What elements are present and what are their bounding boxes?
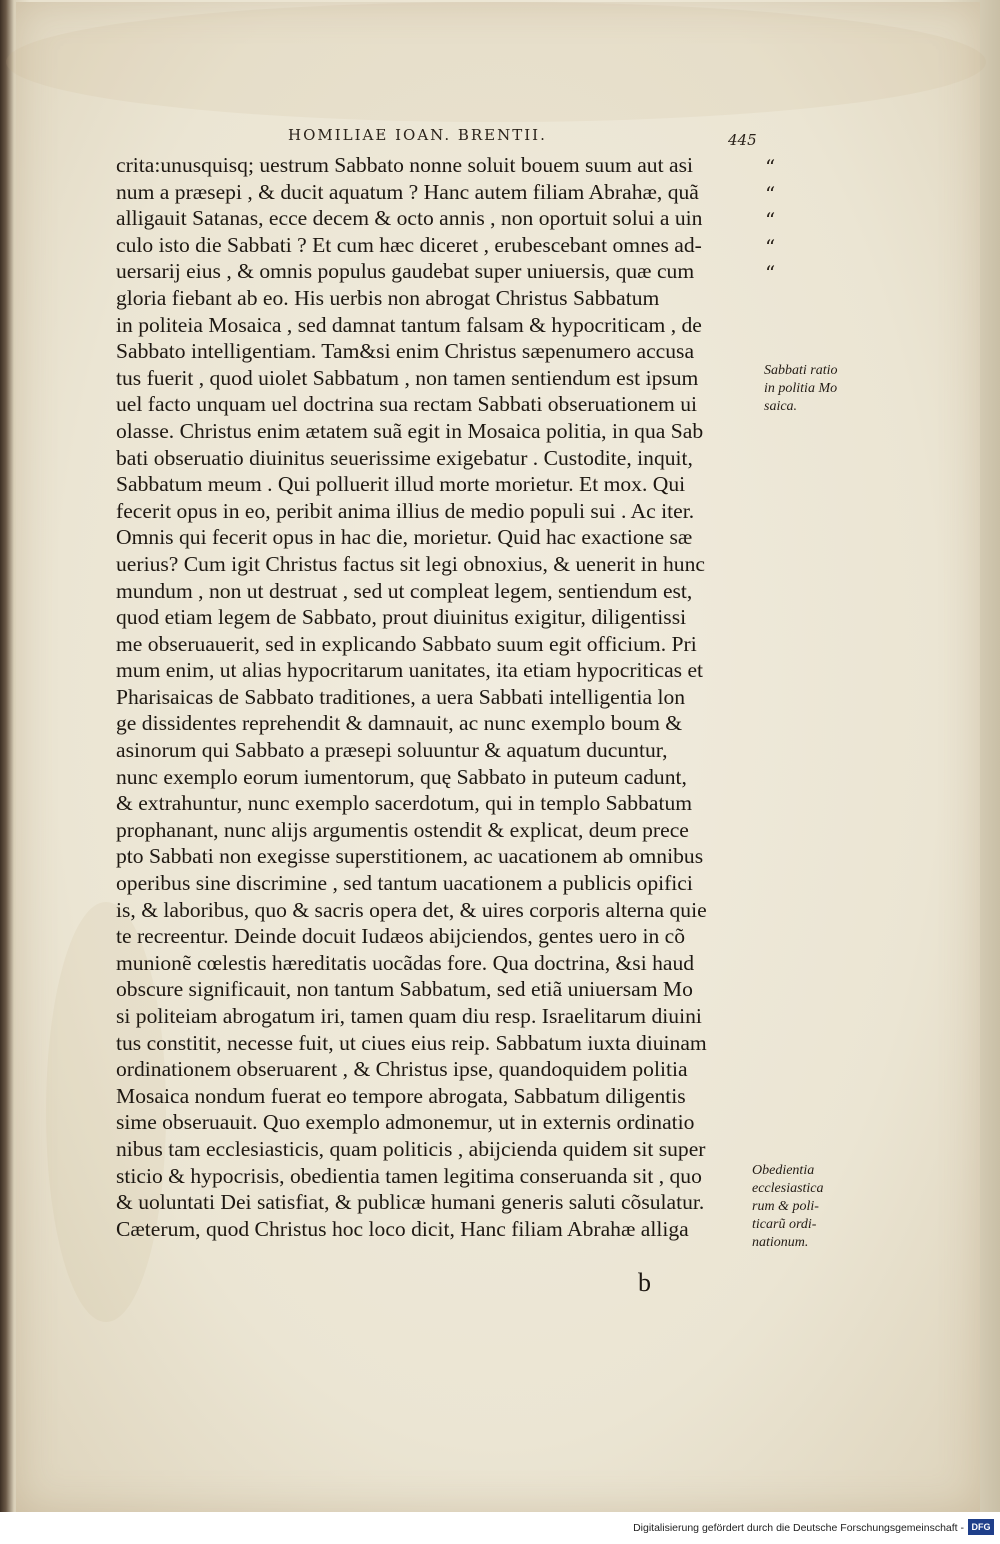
text-line: uerius? Cum igit Christus factus sit legi obnoxius, & uenerit in hunc <box>116 551 705 576</box>
quotation-marks-column <box>765 154 795 287</box>
marginal-note-line: nationum. <box>752 1235 809 1250</box>
text-line: si politeiam abrogatum iri, tamen quam diu resp. Israelitarum diuini <box>116 1004 702 1028</box>
text-line: sticio & hypocrisis, obedientia tamen legitima conseruanda sit , quo <box>116 1163 702 1188</box>
text-line: ge dissidentes reprehendit & damnauit, ac nunc exemplo boum & <box>116 711 683 736</box>
running-head: HOMILIAE IOAN. BRENTII. <box>288 126 547 144</box>
text-line: Omnis qui fecerit opus in hac die, morietur. Quid hac exactione sæ <box>116 525 693 550</box>
text-line: tus fuerit , quod uiolet Sabbatum , non tamen sentiendum est ipsum <box>116 365 699 390</box>
quotation-mark: “ <box>765 261 776 286</box>
quotation-mark: “ <box>765 181 776 206</box>
funding-credit: Digitalisierung gefördert durch die Deutsche Forschungsgemeinschaft - <box>633 1522 964 1534</box>
text-line: me obseruauerit, sed in explicando Sabbato suum egit officium. Pri <box>116 631 697 656</box>
text-line: pto Sabbati non exegisse superstitionem, ac uacationem ab omnibus <box>116 844 704 869</box>
text-line: nibus tam ecclesiasticis, quam politicis , abijcienda quidem sit super <box>116 1136 706 1161</box>
text-line: Sabbato intelligentiam. Tam&si enim Christus sæpenumero accusa <box>116 339 695 364</box>
dfg-logo: DFG <box>968 1519 994 1535</box>
text-line: olasse. Christus enim ætatem suã egit in Mosaica politia, in qua Sab <box>116 418 704 443</box>
signature-mark: b <box>638 1268 651 1297</box>
quotation-mark: “ <box>765 155 776 179</box>
text-line: te recreentur. Deinde docuit Iudæos abijciendos, gentes uero in cõ <box>116 924 686 949</box>
marginal-note-line: Obedientia <box>752 1163 815 1178</box>
water-stain <box>6 2 986 122</box>
quotation-mark: “ <box>765 208 776 233</box>
text-line: crita:unusquisq; uestrum Sabbato nonne soluit bouem suum aut asi <box>116 153 693 177</box>
text-line: is, & laboribus, quo & sacris opera det, & uires corporis alterna quie <box>116 897 707 922</box>
text-line: Pharisaicas de Sabbato traditiones, a uera Sabbati intelligentia lon <box>116 684 686 709</box>
text-line: sime obseruauit. Quo exemplo admonemur, ut in externis ordinatio <box>116 1110 695 1135</box>
text-line: munionẽ cœlestis hæreditatis uocãdas fore. Qua doctrina, &si haud <box>116 950 695 975</box>
marginal-note-sabbath <box>764 362 864 416</box>
marginal-note-obedience <box>752 1162 852 1252</box>
text-line: Mosaica nondum fuerat eo tempore abrogata, Sabbatum diligentis <box>116 1083 686 1108</box>
text-line: tus constitit, necesse fuit, ut ciues eius reip. Sabbatum iuxta diuinam <box>116 1030 707 1055</box>
text-line: & extrahuntur, nunc exemplo sacerdotum, qui in templo Sabbatum <box>116 791 693 816</box>
main-text-block <box>116 152 756 1242</box>
text-line: & uoluntati Dei satisfiat, & publicæ humani generis saluti cõsulatur. <box>116 1190 705 1215</box>
marginal-note-line: ticarũ ordi- <box>752 1217 817 1232</box>
text-line: nunc exemplo eorum iumentorum, quę Sabbato in puteum cadunt, <box>116 764 687 789</box>
text-line: gloria fiebant ab eo. His uerbis non abrogat Christus Sabbatum <box>116 285 660 310</box>
text-line: in politeia Mosaica , sed damnat tantum falsam & hypocriticam , de <box>116 312 702 337</box>
text-line: alligauit Satanas, ecce decem & octo annis , non oportuit solui a uin <box>116 206 703 231</box>
folio-number: 445 <box>728 131 757 149</box>
text-line: operibus sine discrimine , sed tantum uacationem a publicis opifici <box>116 871 693 896</box>
text-line: prophanant, nunc alijs argumentis ostendit & explicat, deum prece <box>116 817 689 842</box>
text-line: bati obseruatio diuinitus seuerissime exigebatur . Custodite, inquit, <box>116 445 693 470</box>
text-line: culo isto die Sabbati ? Et cum hæc diceret , erubescebant omnes ad- <box>116 232 702 257</box>
text-line: obscure significauit, non tantum Sabbatum, sed etiã uniuersam Mo <box>116 977 693 1002</box>
marginal-note-line: Sabbati ratio <box>764 363 838 378</box>
text-line: asinorum qui Sabbato a præsepi soluuntur & aquatum ducuntur, <box>116 738 668 763</box>
text-line: uersarij eius , & omnis populus gaudebat super uniuersis, quæ cum <box>116 259 695 284</box>
quotation-mark: “ <box>765 234 776 259</box>
text-line: Cæterum, quod Christus hoc loco dicit, Hanc filiam Abrahæ alliga <box>116 1216 689 1241</box>
text-line: uel facto unquam uel doctrina sua rectam Sabbati obseruationem ui <box>116 392 698 417</box>
text-line: ordinationem obseruarent , & Christus ipse, quandoquidem politia <box>116 1057 688 1082</box>
marginal-note-line: saica. <box>764 399 798 414</box>
marginal-note-line: rum & poli- <box>752 1199 819 1214</box>
text-line: mum enim, ut alias hypocritarum uanitates, ita etiam hypocriticas et <box>116 658 704 683</box>
text-line: num a præsepi , & ducit aquatum ? Hanc autem filiam Abrahæ, quã <box>116 179 699 204</box>
text-line: mundum , non ut destruat , sed ut compleat legem, sentiendum est, <box>116 578 693 603</box>
text-line: fecerit opus in eo, peribit anima illius de medio populi sui . Ac iter. <box>116 498 695 523</box>
text-line: quod etiam legem de Sabbato, prout diuinitus exigitur, diligentissi <box>116 605 687 630</box>
marginal-note-line: ecclesiastica <box>752 1181 824 1196</box>
marginal-note-line: in politia Mo <box>764 381 838 396</box>
text-line: Sabbatum meum . Qui polluerit illud morte morietur. Et mox. Qui <box>116 472 686 497</box>
